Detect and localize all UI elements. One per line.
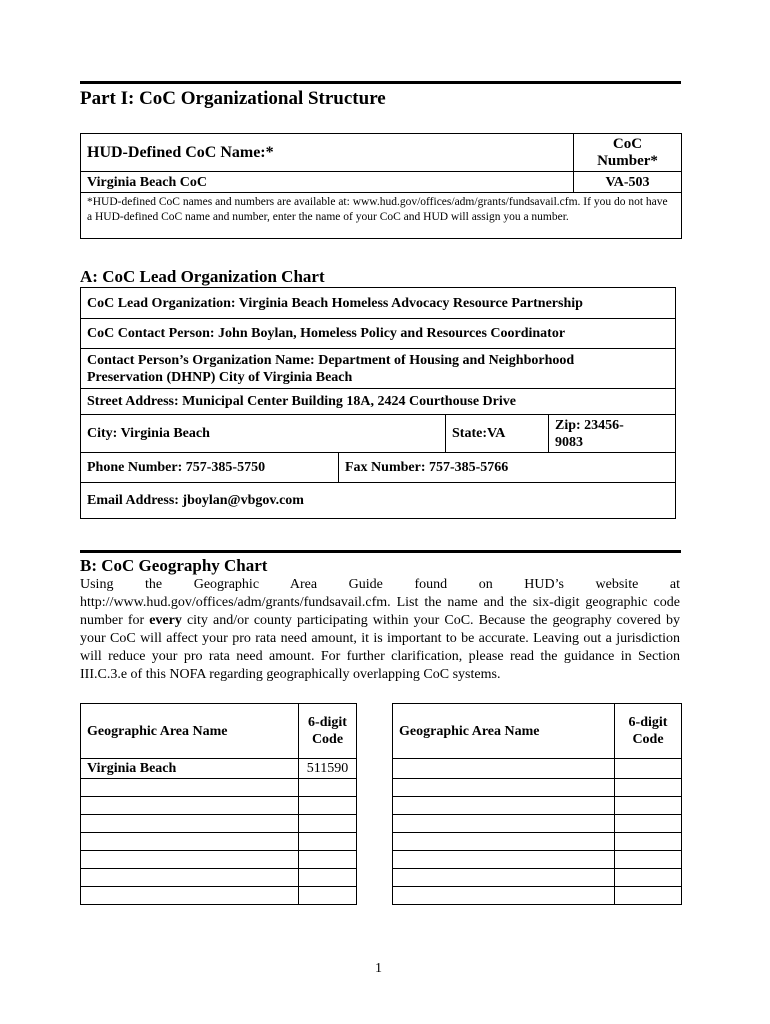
- contact-person: CoC Contact Person: John Boylan, Homeless Policy and Resources Coordinator: [81, 319, 676, 349]
- empty-cell: [615, 815, 682, 833]
- empty-cell: [615, 851, 682, 869]
- empty-cell: [393, 815, 615, 833]
- coc-number-value: VA-503: [574, 172, 682, 193]
- geo-code-header-right: 6-digit Code: [615, 704, 682, 759]
- empty-cell: [81, 833, 299, 851]
- empty-cell: [81, 851, 299, 869]
- coc-number-label: CoC Number*: [574, 134, 682, 172]
- geography-table-right: [392, 703, 682, 905]
- empty-cell: [299, 887, 357, 905]
- empty-cell: [615, 869, 682, 887]
- contact-organization: Contact Person’s Organization Name: Department of Housing and Neighborhood Preservation (DHNP) City of Virginia Beach: [81, 349, 676, 389]
- empty-cell: [299, 797, 357, 815]
- phone-number: Phone Number: 757-385-5750: [81, 453, 339, 483]
- coc-name-table: [80, 133, 682, 239]
- empty-cell: [299, 869, 357, 887]
- empty-cell: [81, 797, 299, 815]
- coc-name-value: Virginia Beach CoC: [81, 172, 574, 193]
- empty-cell: [81, 779, 299, 797]
- empty-cell: [393, 851, 615, 869]
- section-b-rule: [80, 550, 681, 553]
- empty-cell: [81, 887, 299, 905]
- geo-name-header-left: Geographic Area Name: [81, 704, 299, 759]
- empty-cell: [393, 759, 615, 779]
- coc-note: *HUD-defined CoC names and numbers are available at: www.hud.gov/offices/adm/grants/fundsavail.cfm. If you do not have a HUD-defined CoC name and number, enter the name of your CoC and HUD will assign you a number.: [81, 193, 682, 239]
- street-address: Street Address: Municipal Center Building 18A, 2424 Courthouse Drive: [81, 389, 676, 415]
- empty-cell: [615, 759, 682, 779]
- empty-cell: [299, 815, 357, 833]
- geo-area-code: 511590: [299, 759, 357, 779]
- empty-cell: [615, 779, 682, 797]
- geo-section-title: B: CoC Geography Chart: [80, 556, 268, 575]
- empty-cell: [299, 851, 357, 869]
- empty-cell: [393, 797, 615, 815]
- lead-section-title: A: CoC Lead Organization Chart: [80, 267, 325, 286]
- geo-name-header-right: Geographic Area Name: [393, 704, 615, 759]
- empty-cell: [299, 779, 357, 797]
- geo-area-name: Virginia Beach: [81, 759, 299, 779]
- coc-name-label: HUD-Defined CoC Name:*: [81, 134, 574, 172]
- empty-cell: [615, 887, 682, 905]
- city: City: Virginia Beach: [81, 415, 446, 453]
- lead-organization: CoC Lead Organization: Virginia Beach Homeless Advocacy Resource Partnership: [81, 288, 676, 319]
- empty-cell: [393, 779, 615, 797]
- geo-instructions: Using the Geographic Area Guide found on HUD’s website at http://www.hud.gov/offices/adm/grants/fundsavail.cfm. List the name and the six-digit geographic code number for every city and/or county participating within your CoC. Because the geography covered by your CoC will affect your pro rata need amount, it is important to be accurate. Leaving out a jurisdiction will reduce your pro rata need amount. For further clarification, please read the guidance in Section III.C.3.e of this NOFA regarding geographically overlapping CoC systems.: [80, 577, 680, 682]
- lead-organization-table: [80, 287, 676, 519]
- fax-number: Fax Number: 757-385-5766: [339, 453, 676, 483]
- empty-cell: [81, 815, 299, 833]
- zip: Zip: 23456- 9083: [549, 415, 676, 453]
- page-number: 1: [375, 961, 382, 976]
- geography-table-left: [80, 703, 357, 905]
- empty-cell: [393, 887, 615, 905]
- empty-cell: [393, 833, 615, 851]
- state: State:VA: [446, 415, 549, 453]
- empty-cell: [615, 797, 682, 815]
- email-address: Email Address: jboylan@vbgov.com: [81, 483, 676, 519]
- top-rule: [80, 81, 681, 84]
- empty-cell: [81, 869, 299, 887]
- empty-cell: [393, 869, 615, 887]
- empty-cell: [615, 833, 682, 851]
- part-title: Part I: CoC Organizational Structure: [80, 88, 386, 109]
- geo-code-header-left: 6-digit Code: [299, 704, 357, 759]
- empty-cell: [299, 833, 357, 851]
